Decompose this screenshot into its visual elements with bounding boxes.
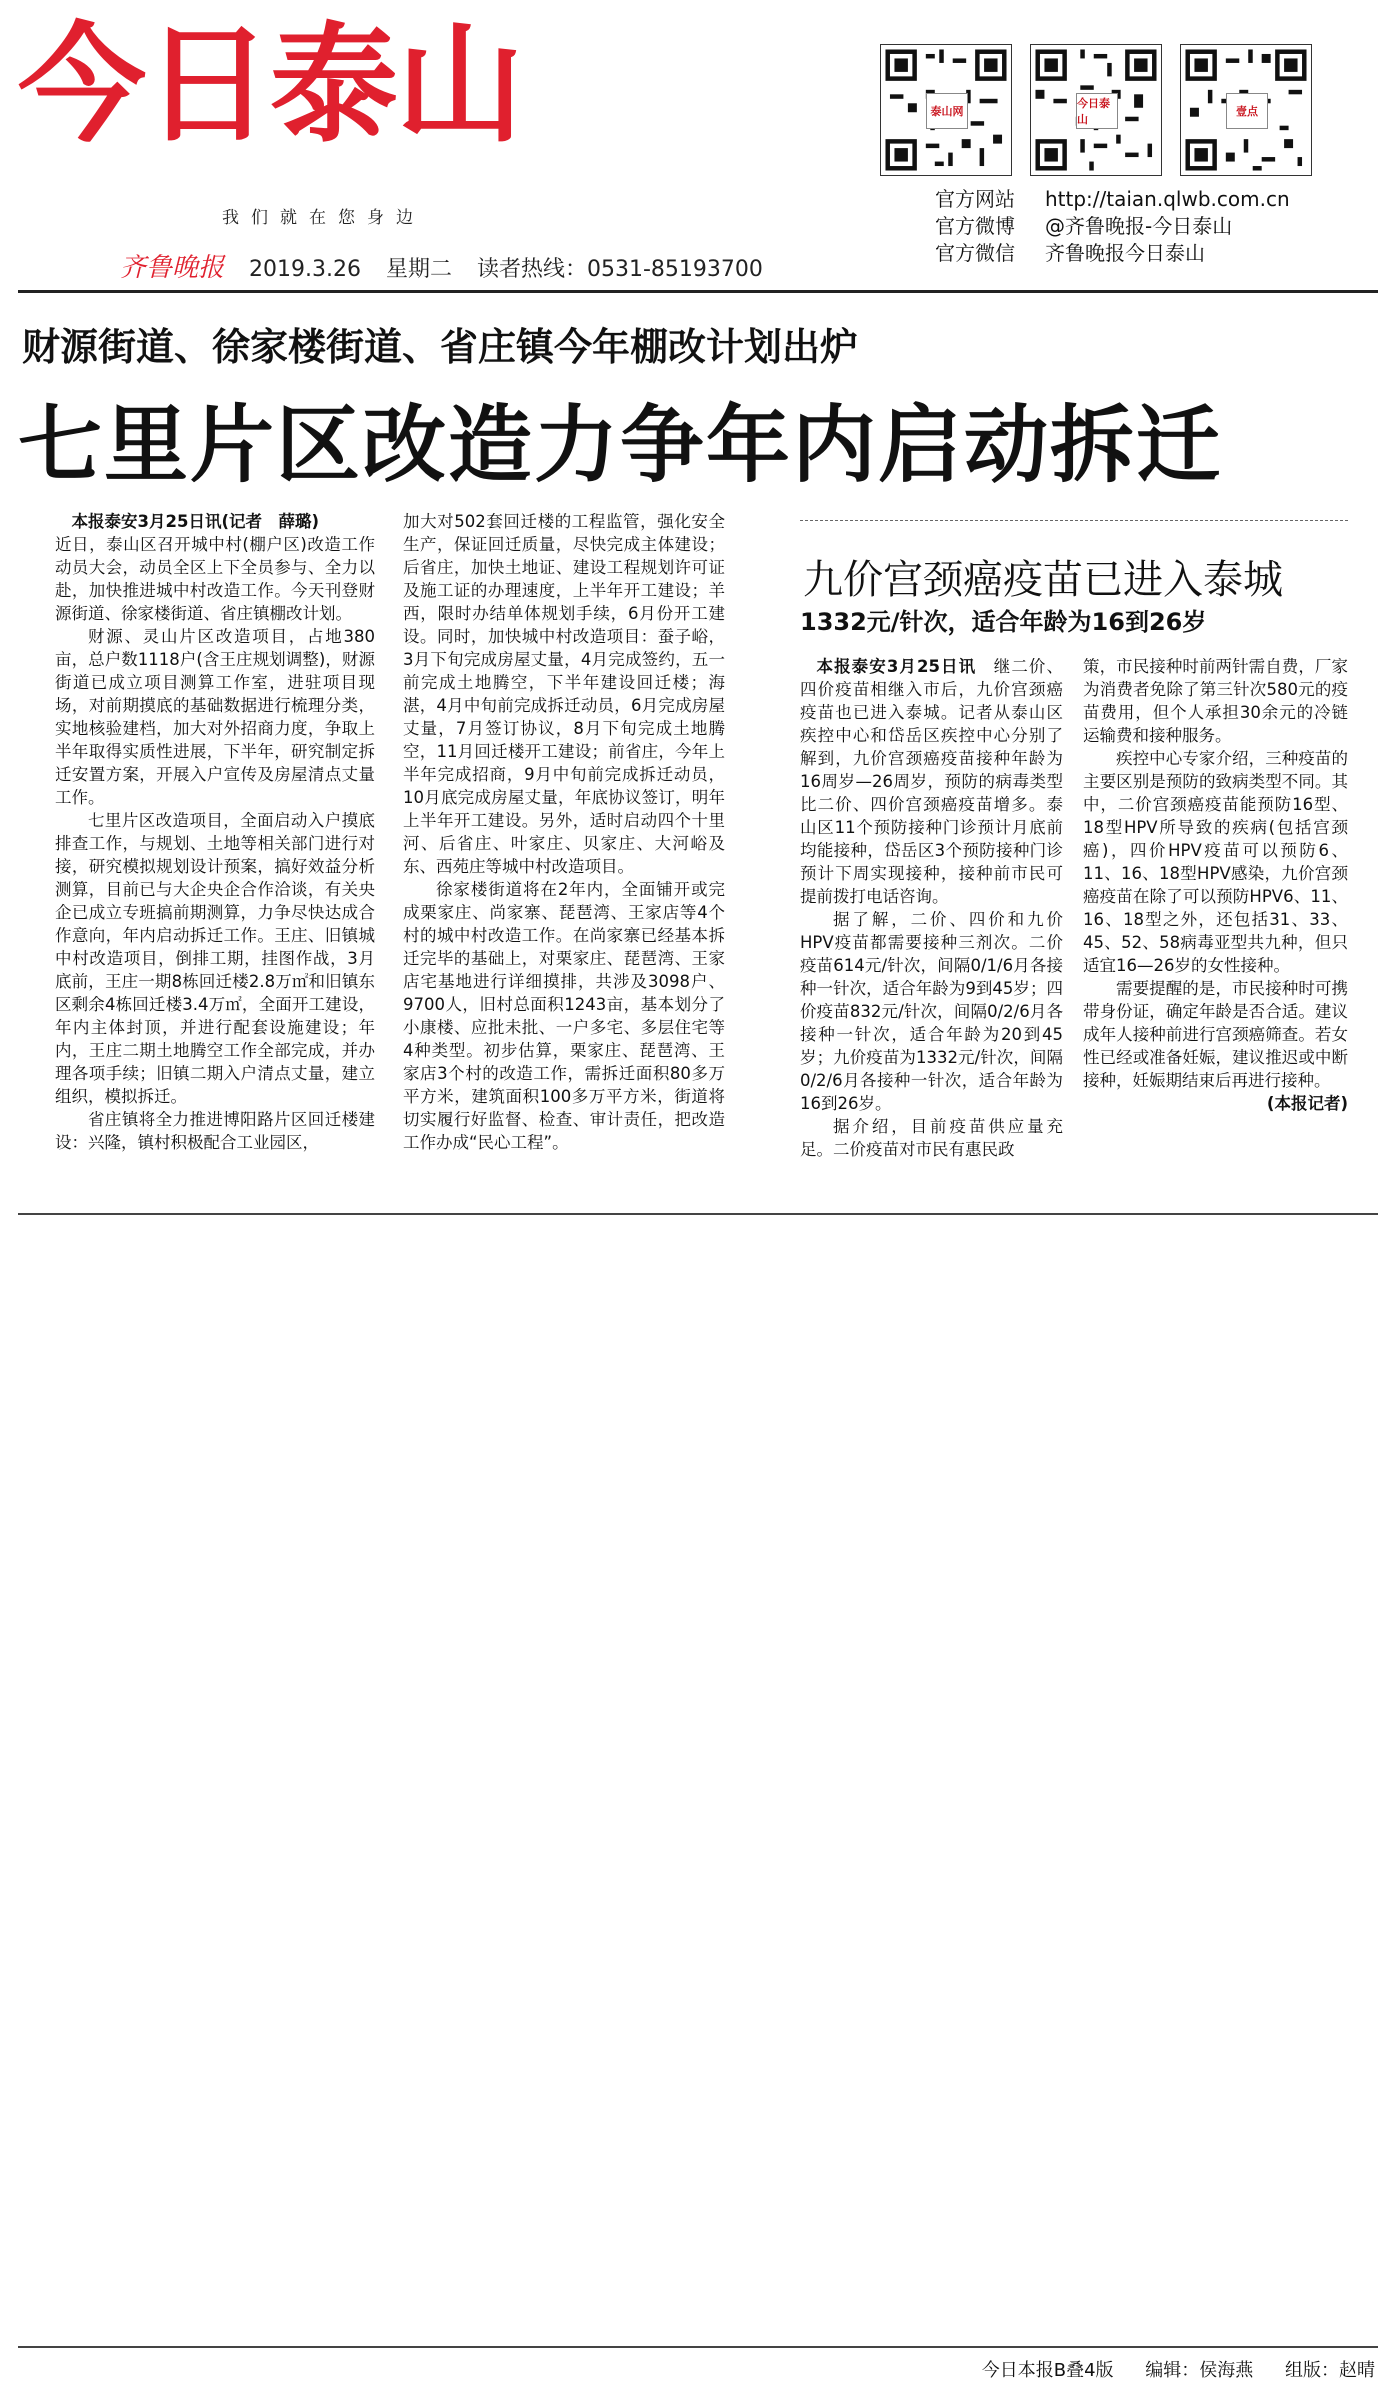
masthead-slogan: 我们就在您身边 — [222, 208, 425, 228]
paragraph: 七里片区改造项目，全面启动入户摸底排查工作，与规划、土地等相关部门进行对接，研究模拟规划设计预案，搞好效益分析测算，目前已与大企央企合作洽谈，有关央企已成立专班搞前期测算，力争尽快达成合作意向，年内启动拆迁工作。王庄、旧镇城中村改造项目，倒排工期，挂图作战，3月底前，王庄一期8栋回迁楼2.8万㎡和旧镇东区剩余4栋回迁楼3.4万㎡，全面开工建设，年内主体封顶，并进行配套设施建设；年内，王庄二期土地腾空工作全部完成，并办理各项手续；旧镇二期入户清点丈量，建立组织，模拟拆迁。 — [55, 811, 375, 1106]
side-story-divider — [800, 520, 1348, 522]
official-weibo-row[interactable]: 官方微博 @齐鲁晚报-今日泰山 — [935, 214, 1233, 238]
paragraph: 据介绍，目前疫苗供应量充足。二价疫苗对市民有惠民政 — [800, 1117, 1063, 1159]
paragraph: 省庄镇将全力推进博阳路片区回迁楼建设：兴隆，镇村积极配合工业园区， — [55, 1110, 375, 1152]
official-website-row[interactable]: 官方网站 http://taian.qlwb.com.cn — [935, 187, 1290, 211]
masthead-title: 今日泰山 — [18, 11, 523, 160]
masthead-divider — [18, 290, 1378, 293]
content-end-divider — [18, 1213, 1378, 1215]
reader-hotline: 读者热线：0531-85193700 — [477, 257, 763, 282]
qr-badge: 壹点 — [1226, 93, 1268, 129]
edition-row — [120, 247, 781, 284]
paragraph: 财源、灵山片区改造项目，占地380亩，总户数1118户(含王庄规划调整)，财源街道已成立项目测算工作室，进驻项目现场，对前期摸底的基础数据进行梳理分类，实地核验建档，加大对外招商力度，争取上半年取得实质性进展，下半年，研究制定拆迁安置方案，开展入户宣传及房屋清点丈量工作。 — [55, 627, 375, 807]
paragraph: 加大对502套回迁楼的工程监管，强化安全生产，保证回迁质量，尽快完成主体建设；后省庄，加快土地证、建设工程规划许可证及施工证的办理速度，上半年开工建设；羊西，限时办结单体规划手续，6月份开工建设。同时，加快城中村改造项目：蚕子峪，3月下旬完成房屋丈量，4月完成签约，五一前完成土地腾空，下半年建设回迁楼；海湛，4月中旬前完成拆迁动员，6月完成房屋丈量，7月签订协议，8月下旬完成土地腾空，11月回迁楼开工建设；前省庄，今年上半年完成招商，9月中旬前完成拆迁动员，10月底完成房屋丈量，年底协议签订，明年上半年开工建设。另外，适时启动四个十里河、后省庄、叶家庄、贝家庄、大河峪及东、西苑庄等城中村改造项目。 — [403, 512, 725, 876]
paragraph: 疾控中心专家介绍，三种疫苗的主要区别是预防的致病类型不同。其中，二价宫颈癌疫苗能预防16型、18型HPV所导致的疾病(包括宫颈癌)，四价HPV疫苗可以预防6、11、16、18型HPV感染，九价宫颈癌疫苗在除了可以预防HPV6、11、16、18型之外，还包括31、33、45、52、58病毒亚型共九种，但只适宜16—26岁的女性接种。 — [1083, 749, 1348, 975]
side-story-byline: 本报泰安3月25日讯 — [816, 657, 977, 676]
paragraph: 据了解，二价、四价和九价HPV疫苗都需要接种三剂次。二价疫苗614元/针次，间隔0/1/6月各接种一针次，适合年龄为9到45岁；四价疫苗832元/针次，间隔0/2/6月各接种一针次，适合年龄为20到45岁；九价疫苗为1332元/针次，间隔0/2/6月各接种一针次，适合年龄为16到26岁。 — [800, 910, 1063, 1113]
lead-story-byline: 本报泰安3月25日讯(记者 薛璐) — [71, 512, 320, 531]
qr-badge: 泰山网 — [926, 93, 968, 129]
side-story-subtitle: 1332元/针次，适合年龄为16到26岁 — [800, 608, 1207, 636]
side-story-credit: (本报记者) — [1266, 1094, 1348, 1113]
footer-divider — [18, 2346, 1378, 2348]
paragraph: 徐家楼街道将在2年内，全面铺开或完成栗家庄、尚家寨、琵琶湾、王家店等4个村的城中村改造工作。在尚家寨已经基本拆迁完毕的基础上，对栗家庄、琵琶湾、王家店宅基地进行详细摸排，共涉及3098户、9700人，旧村总面积1243亩，基本划分了小康楼、应批未批、一户多宅、多层住宅等4种类型。初步估算，栗家庄、琵琶湾、王家店3个村的改造工作，需拆迁面积80多万平方米，建筑面积100多万平方米，街道将切实履行好监督、检查、审计责任，把改造工作办成“民心工程”。 — [403, 880, 725, 1152]
official-weixin-row[interactable]: 官方微信 齐鲁晚报今日泰山 — [935, 241, 1205, 265]
issue-weekday: 星期二 — [385, 257, 452, 282]
issue-date: 2019.3.26 — [249, 257, 361, 282]
footer-editor: 编辑：侯海燕 — [1145, 2360, 1254, 2381]
lead-story-column-2 — [403, 510, 725, 1154]
qr-code-weixin[interactable] — [1180, 44, 1312, 176]
paragraph: 近日，泰山区召开城中村(棚户区)改造工作动员大会，动员全区上下全员参与、全力以赴，加快推进城中村改造工作。今天刊登财源街道、徐家楼街道、省庄镇棚改计划。 — [55, 535, 375, 623]
paragraph: 需要提醒的是，市民接种时可携带身份证，确定年龄是否合适。建议成年人接种前进行宫颈癌筛查。若女性已经或准备妊娠，建议推迟或中断接种，妊娠期结束后再进行接种。 — [1083, 979, 1348, 1090]
side-story-column-1 — [800, 655, 1063, 1161]
paper-name-logo: 齐鲁晚报 — [120, 253, 225, 283]
official-channels — [935, 186, 1290, 267]
lead-story-headline: 七里片区改造力争年内启动拆迁 — [18, 396, 1223, 494]
paragraph: 策，市民接种时前两针需自费，厂家为消费者免除了第三针次580元的疫苗费用，但个人承担30余元的冷链运输费和接种服务。 — [1083, 657, 1348, 745]
side-story-column-2 — [1083, 655, 1348, 1115]
lead-story-kicker: 财源街道、徐家楼街道、省庄镇今年棚改计划出炉 — [22, 325, 859, 369]
page-footer — [956, 2356, 1375, 2382]
lead-story-column-1 — [55, 510, 375, 1154]
qr-code-website[interactable] — [880, 44, 1012, 176]
paragraph-inline: 继二价、四价疫苗相继入市后，九价宫颈癌疫苗也已进入泰城。记者从泰山区疾控中心和岱岳区疾控中心分别了解到，九价宫颈癌疫苗接种年龄为16周岁—26周岁，预防的病毒类型比二价、四价宫颈癌疫苗增多。泰山区11个预防接种门诊预计月底前均能接种，岱岳区3个预防接种门诊预计下周实现接种，接种前市民可提前拨打电话咨询。 — [800, 657, 1064, 906]
side-story-title: 九价宫颈癌疫苗已进入泰城 — [803, 557, 1283, 603]
qr-code-weibo[interactable] — [1030, 44, 1162, 176]
footer-page: 今日本报B叠4版 — [981, 2360, 1114, 2381]
qr-badge: 今日泰山 — [1076, 93, 1118, 129]
footer-layout: 组版：赵晴 — [1285, 2360, 1375, 2381]
